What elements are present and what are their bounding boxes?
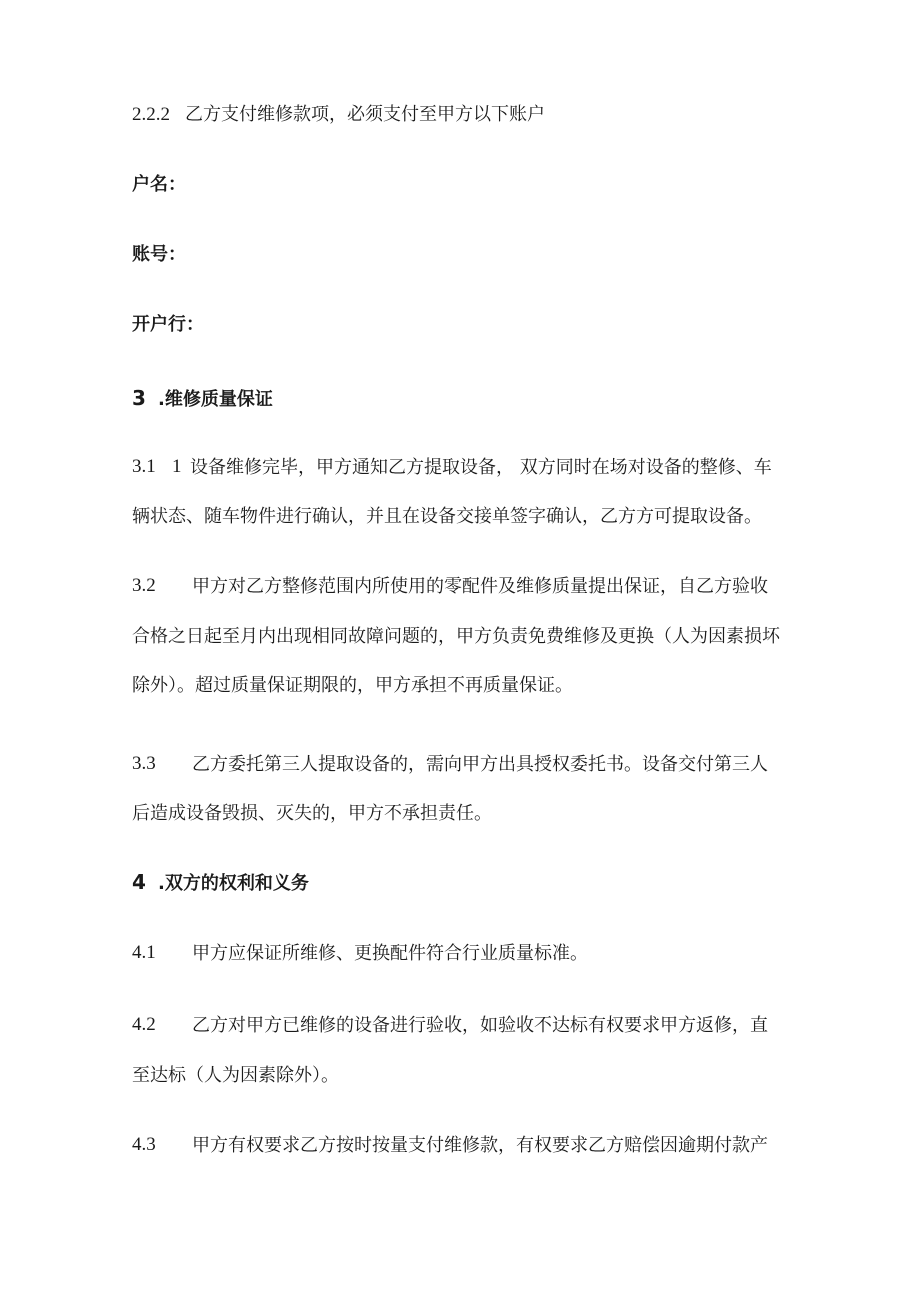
clause-line: 甲方对乙方整修范围内所使用的零配件及维修质量提出保证，自乙方验收 bbox=[192, 576, 768, 597]
clause-number: 3.2 bbox=[132, 575, 156, 596]
clause-number: 3.1 bbox=[132, 456, 156, 477]
clause-text: 乙方支付维修款项，必须支付至甲方以下账户 bbox=[185, 104, 545, 125]
clause-line: 甲方有权要求乙方按时按量支付维修款，有权要求乙方赔偿因逾期付款产 bbox=[192, 1135, 768, 1156]
clause-line: 除外）。超过质量保证期限的，甲方承担不再质量保证。 bbox=[132, 675, 573, 696]
clause-line: 至达标（人为因素除外）。 bbox=[132, 1065, 339, 1086]
clause-line: 乙方对甲方已维修的设备进行验收，如验收不达标有权要求甲方返修，直 bbox=[192, 1015, 768, 1036]
clause-line: 辆状态、随车物件进行确认，并且在设备交接单签字确认，乙方方可提取设备。 bbox=[132, 506, 762, 527]
clause-number: 4.1 bbox=[132, 942, 156, 963]
clause-subnumber: 1 bbox=[172, 456, 182, 477]
clause-line: 后造成设备毁损、灭失的，甲方不承担责任。 bbox=[132, 803, 492, 824]
clause-line: 设备维修完毕，甲方通知乙方提取设备， 双方同时在场对设备的整修、车 bbox=[190, 457, 772, 478]
clause-line: 合格之日起至月内出现相同故障问题的，甲方负责免费维修及更换（人为因素损坏 bbox=[132, 626, 780, 647]
account-number-label: 账号： bbox=[132, 244, 186, 265]
clause-number: 4.2 bbox=[132, 1014, 156, 1035]
section-title: .维修质量保证 bbox=[158, 389, 273, 410]
clause-number: 2.2.2 bbox=[132, 104, 170, 125]
clause-number: 4.3 bbox=[132, 1134, 156, 1155]
clause-number: 3.3 bbox=[132, 753, 156, 774]
bank-label: 开户行： bbox=[132, 314, 204, 335]
section-number: 3 bbox=[132, 386, 146, 410]
section-title: .双方的权利和义务 bbox=[158, 873, 309, 894]
clause-line: 甲方应保证所维修、更换配件符合行业质量标准。 bbox=[192, 943, 588, 964]
clause-line: 乙方委托第三人提取设备的，需向甲方出具授权委托书。设备交付第三人 bbox=[192, 754, 768, 775]
section-number: 4 bbox=[132, 870, 146, 894]
account-name-label: 户名： bbox=[132, 174, 186, 195]
